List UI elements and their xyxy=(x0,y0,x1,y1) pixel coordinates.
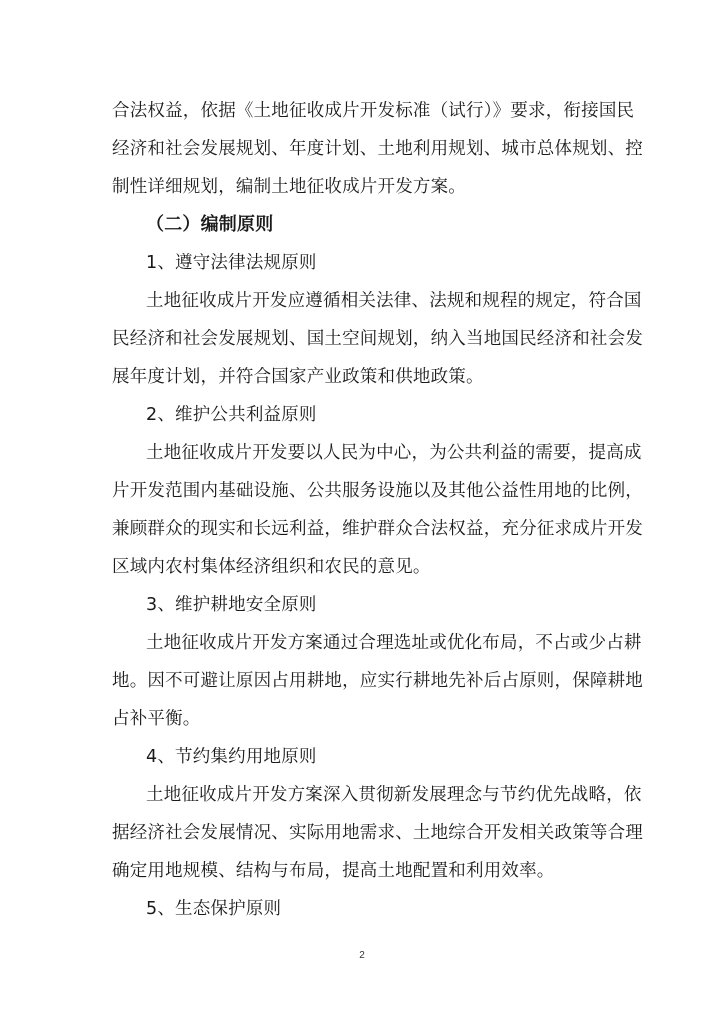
subsection-title: 3、维护耕地安全原则 xyxy=(146,595,317,615)
paragraph-line: 展年度计划，并符合国家产业政策和供地政策。 xyxy=(112,367,484,387)
page-number: 2 xyxy=(359,950,365,961)
subsection-title: 1、遵守法律法规原则 xyxy=(146,253,317,273)
section-heading: （二）编制原则 xyxy=(146,214,274,235)
subsection-title: 4、节约集约用地原则 xyxy=(146,747,317,767)
paragraph-line: 制性详细规划，编制土地征收成片开发方案。 xyxy=(112,177,466,197)
paragraph-line: 经济和社会发展规划、年度计划、土地利用规划、城市总体规划、控 xyxy=(112,139,643,159)
paragraph-line: 片开发范围内基础设施、公共服务设施以及其他公益性用地的比例， xyxy=(112,481,643,501)
paragraph-line: 确定用地规模、结构与布局，提高土地配置和利用效率。 xyxy=(112,861,555,881)
paragraph-line: 合法权益，依据《土地征收成片开发标准（试行）》要求，衔接国民 xyxy=(112,101,635,121)
paragraph-line: 民经济和社会发展规划、国土空间规划，纳入当地国民经济和社会发 xyxy=(112,329,643,349)
paragraph-line: 土地征收成片开发方案通过合理选址或优化布局，不占或少占耕 xyxy=(146,633,642,653)
paragraph-line: 土地征收成片开发要以人民为中心，为公共利益的需要，提高成 xyxy=(146,443,642,463)
paragraph-line: 占补平衡。 xyxy=(112,709,201,729)
paragraph-line: 兼顾群众的现实和长远利益，维护群众合法权益，充分征求成片开发 xyxy=(112,519,643,539)
subsection-title: 2、维护公共利益原则 xyxy=(146,405,317,425)
paragraph-line: 地。因不可避让原因占用耕地，应实行耕地先补后占原则，保障耕地 xyxy=(112,671,643,691)
paragraph-line: 区域内农村集体经济组织和农民的意见。 xyxy=(112,557,431,577)
paragraph-line: 据经济社会发展情况、实际用地需求、土地综合开发相关政策等合理 xyxy=(112,823,643,843)
subsection-title: 5、生态保护原则 xyxy=(146,899,282,919)
document-body xyxy=(112,92,643,928)
paragraph-line: 土地征收成片开发应遵循相关法律、法规和规程的规定，符合国 xyxy=(146,291,642,311)
paragraph-line: 土地征收成片开发方案深入贯彻新发展理念与节约优先战略，依 xyxy=(146,785,642,805)
